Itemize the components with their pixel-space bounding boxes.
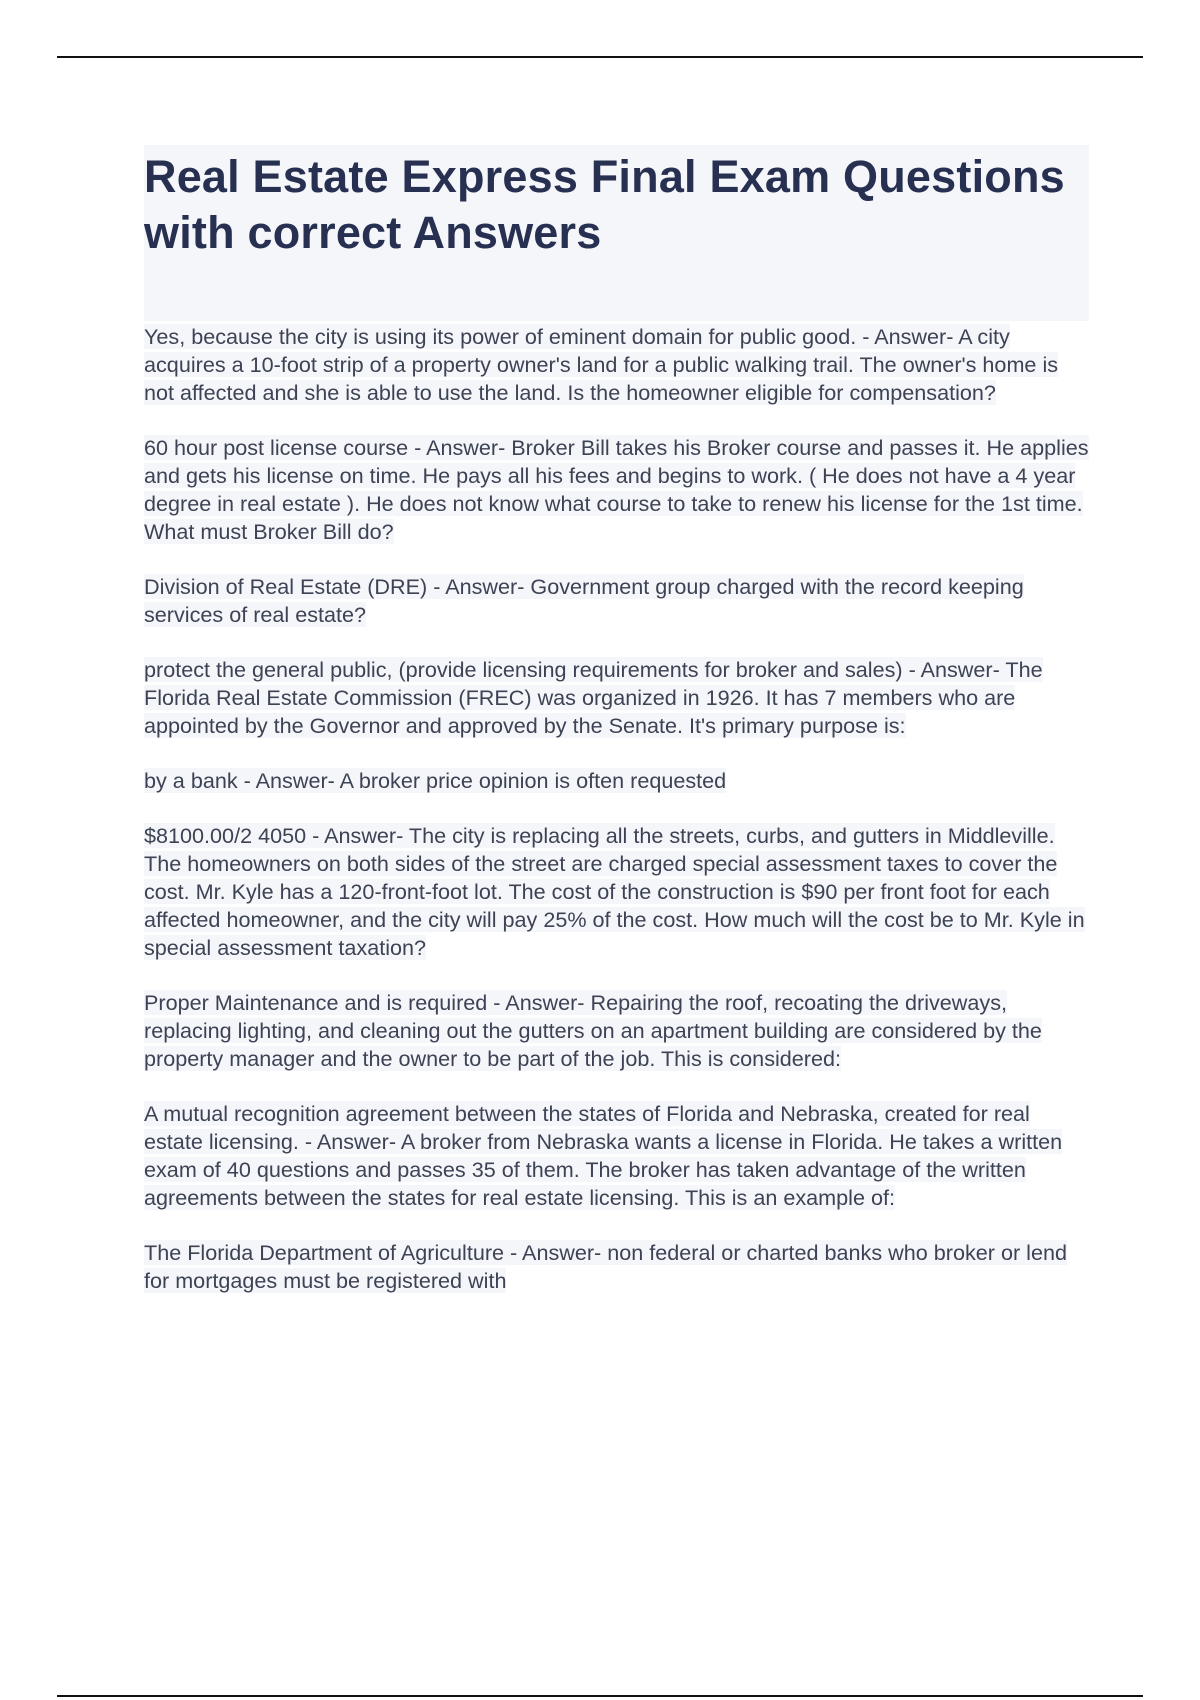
qa-text: The Florida Department of Agriculture - Answer- non federal or charted banks who broker or lend for mortgages must be registered with (144, 1240, 1067, 1293)
qa-text: $8100.00/2 4050 - Answer- The city is replacing all the streets, curbs, and gutters in Middleville. The homeowners on both sides of the street are charged special assessment taxes to cover the cost. Mr. Kyle has a 120-front-foot lot. The cost of the construction is $90 per front foot for each affected homeowner, and the city will pay 25% of the cost. How much will the cost be to Mr. Kyle in special assessment taxation? (144, 823, 1085, 960)
page-title: Real Estate Express Final Exam Questions with correct Answers (144, 151, 1065, 258)
qa-text: Division of Real Estate (DRE) - Answer- Government group charged with the record keeping services of real estate? (144, 574, 1024, 627)
qa-text: by a bank - Answer- A broker price opinion is often requested (144, 768, 727, 793)
qa-item (144, 1100, 1089, 1212)
qa-item (144, 822, 1089, 962)
qa-item (144, 323, 1089, 407)
qa-text: A mutual recognition agreement between the states of Florida and Nebraska, created for real estate licensing. - Answer- A broker from Nebraska wants a license in Florida. He takes a written exam of 40 questions and passes 35 of them. The broker has taken advantage of the written agreements between the states for real estate licensing. This is an example of: (144, 1101, 1063, 1210)
qa-text: Yes, because the city is using its power of eminent domain for public good. - Answer- A city acquires a 10-foot strip of a property owner's land for a public walking trail. The owner's home is not affected and she is able to use the land. Is the homeowner eligible for compensation? (144, 324, 1059, 405)
qa-text: protect the general public, (provide licensing requirements for broker and sales) - Answer- The Florida Real Estate Commission (FREC) was organized in 1926. It has 7 members who are appointed by the Governor and approved by the Senate. It's primary purpose is: (144, 657, 1043, 738)
qa-item (144, 573, 1089, 629)
top-rule (57, 56, 1143, 58)
bottom-rule (57, 1695, 1143, 1697)
qa-item (144, 434, 1089, 546)
qa-text: Proper Maintenance and is required - Answer- Repairing the roof, recoating the driveways, replacing lighting, and cleaning out the gutters on an apartment building are considered by the property manager and the owner to be part of the job. This is considered: (144, 990, 1042, 1071)
qa-list (144, 323, 1089, 1295)
qa-item (144, 767, 1089, 795)
title-block (144, 145, 1089, 321)
qa-item (144, 656, 1089, 740)
document-body (144, 145, 1089, 1322)
qa-text: 60 hour post license course - Answer- Broker Bill takes his Broker course and passes it. He applies and gets his license on time. He pays all his fees and begins to work. ( He does not have a 4 year degree in real estate ). He does not know what course to take to renew his license for the 1st time. What must Broker Bill do? (144, 435, 1089, 544)
qa-item (144, 989, 1089, 1073)
qa-item (144, 1239, 1089, 1295)
